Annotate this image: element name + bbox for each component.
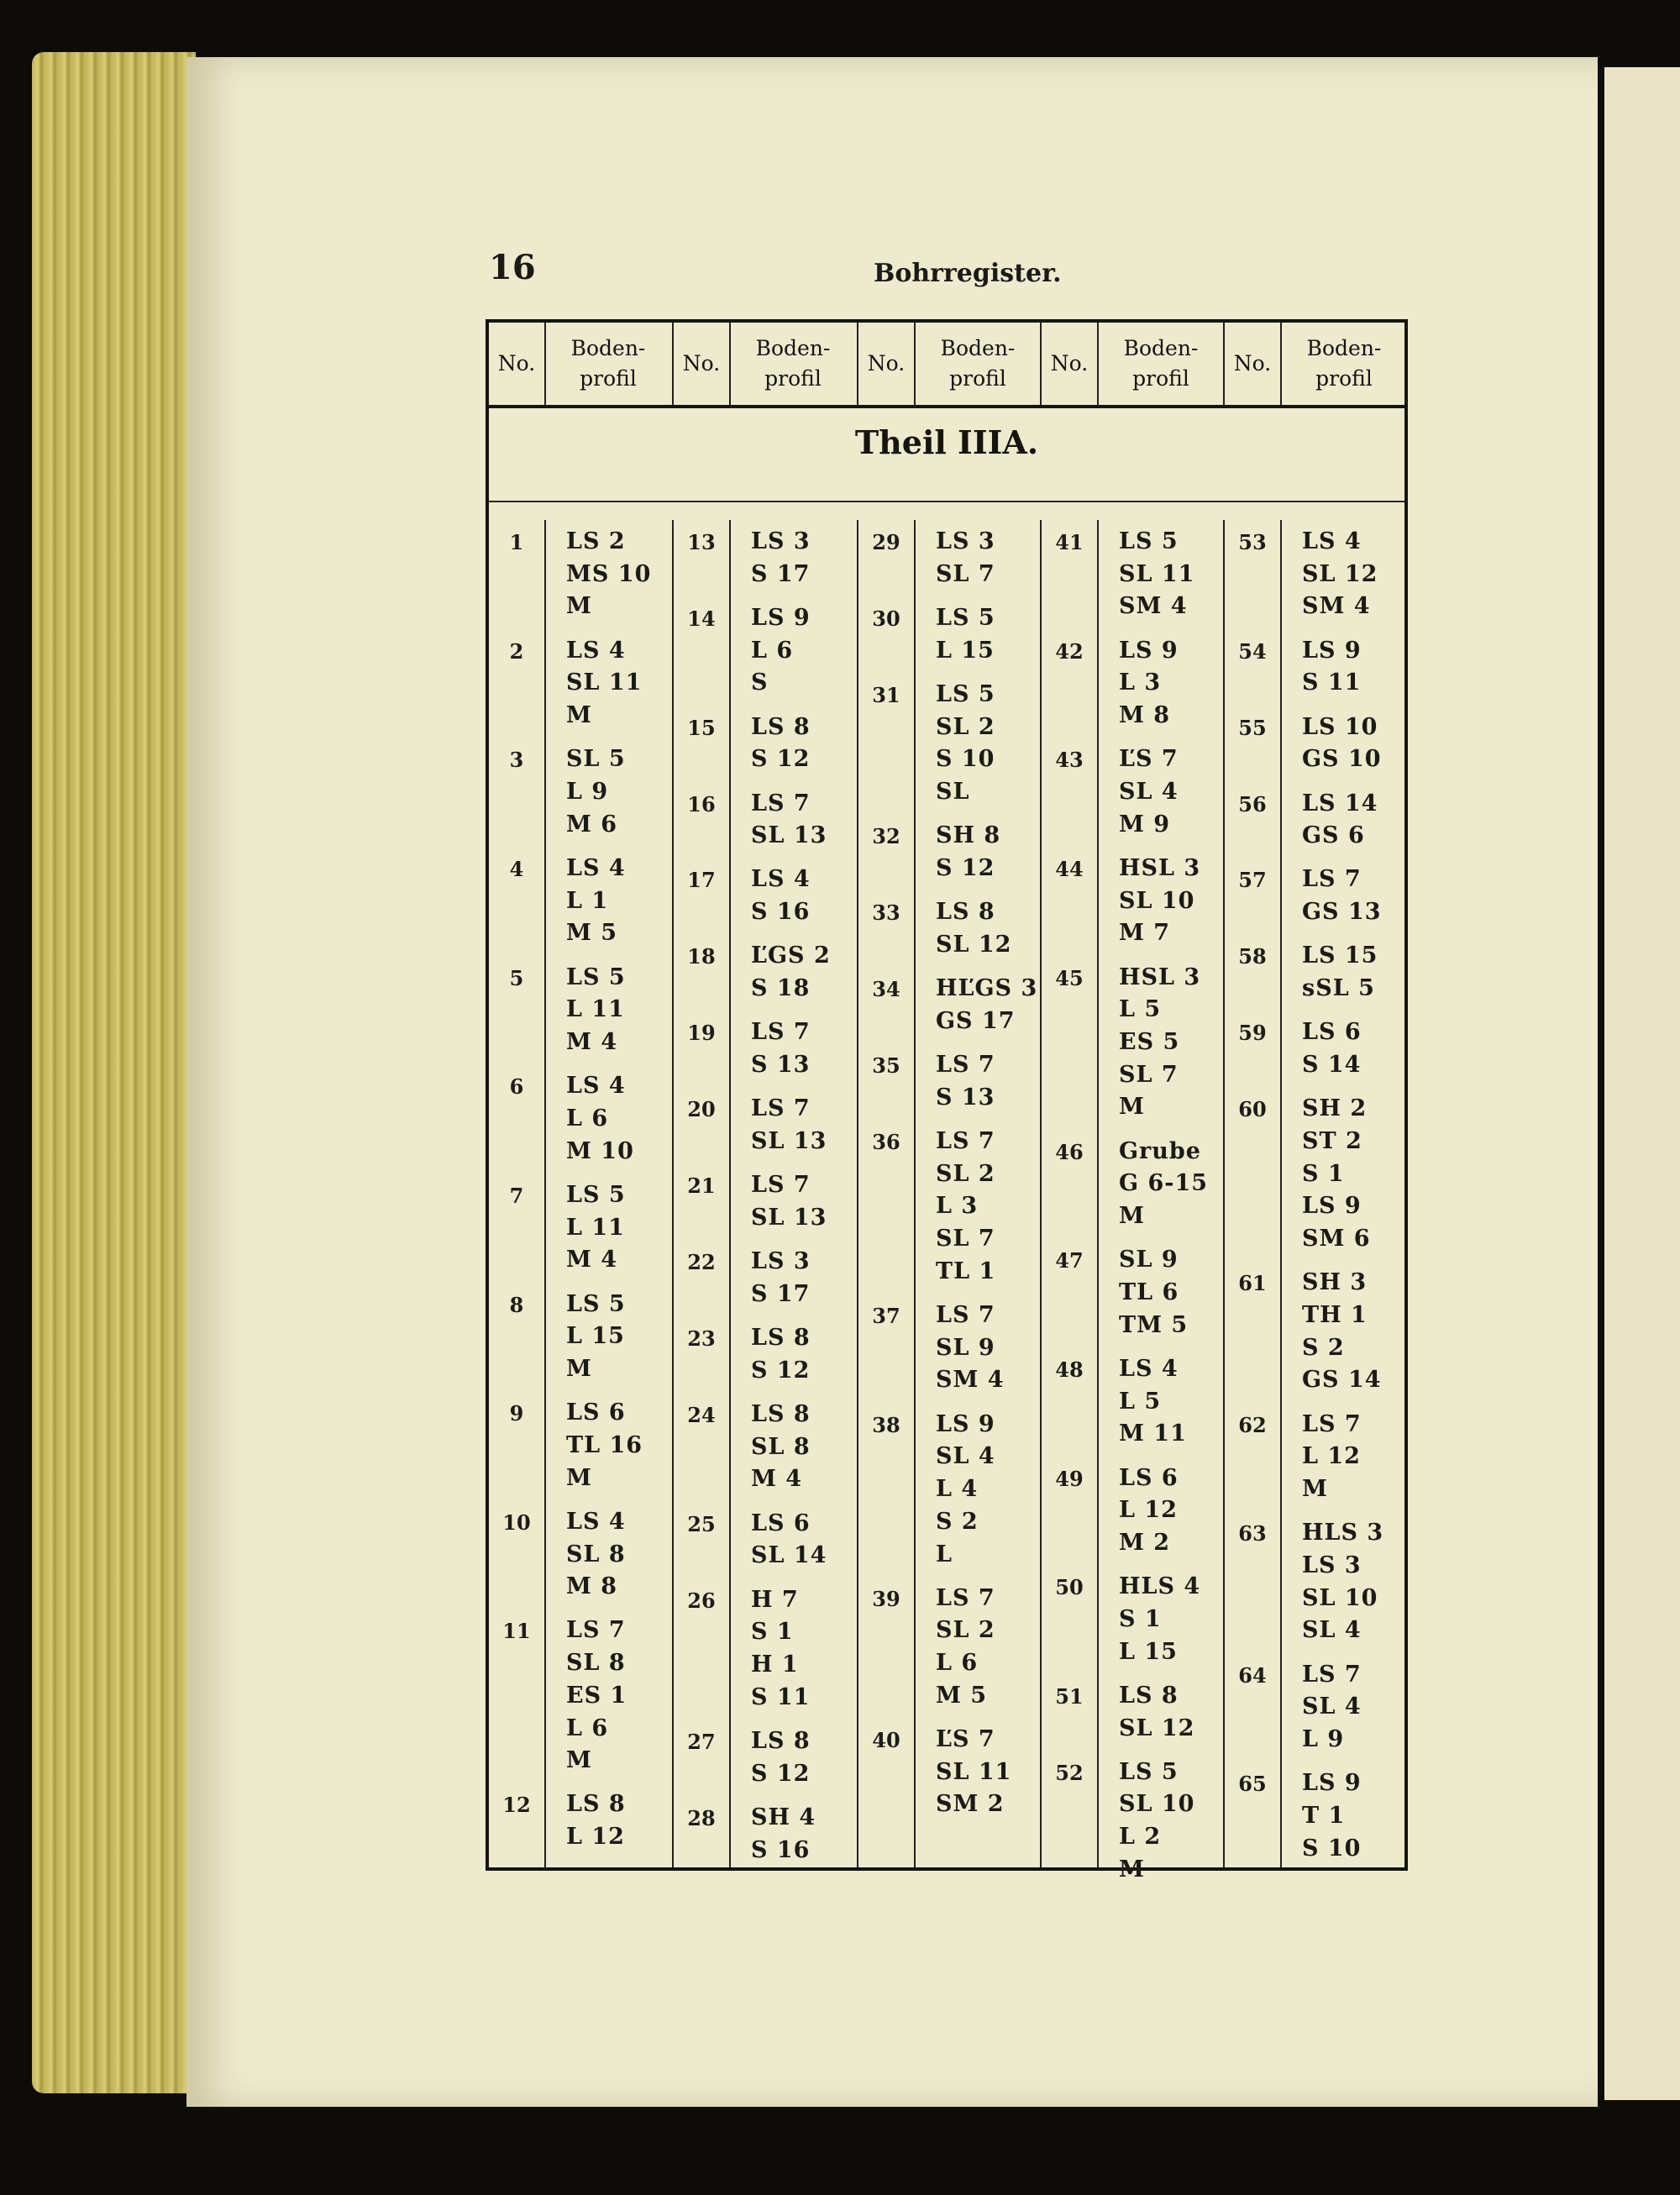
- profile-layer: TH 1: [1302, 1302, 1368, 1329]
- profile-layer: S 11: [751, 1683, 811, 1710]
- boring-number: 47: [1055, 1248, 1084, 1273]
- profile-layer: L 11: [566, 1214, 625, 1241]
- header-bodenprofil: Boden- profil: [1123, 336, 1199, 391]
- column-rule: [857, 520, 858, 1867]
- profile-layer: S 1: [1119, 1605, 1162, 1632]
- profile-layer: L 6: [936, 1650, 979, 1677]
- profile-layer: L 6: [566, 1105, 609, 1132]
- profile-layer: M: [1119, 1203, 1145, 1230]
- page-edges: [32, 52, 196, 2093]
- boring-number: 33: [872, 901, 900, 926]
- profile-layer: LS 4: [566, 1508, 626, 1535]
- profile-layer: M 8: [566, 1573, 618, 1600]
- boring-number: 64: [1238, 1662, 1267, 1688]
- profile-layer: GS 13: [1302, 899, 1382, 926]
- profile-layer: SL 13: [751, 822, 827, 849]
- header-no: No.: [682, 351, 721, 375]
- profile-layer: LS 14: [1302, 790, 1378, 817]
- profile-layer: TL 16: [566, 1431, 643, 1458]
- profile-layer: LS 5: [566, 1290, 626, 1317]
- profile-layer: M 11: [1119, 1420, 1187, 1447]
- profile-layer: G 6-15: [1119, 1170, 1209, 1197]
- boring-number: 8: [509, 1292, 524, 1317]
- profile-layer: HLS 4: [1119, 1573, 1201, 1600]
- boring-number: 63: [1238, 1521, 1267, 1546]
- profile-layer: L 15: [936, 637, 995, 664]
- profile-layer: LS 7: [936, 1302, 995, 1329]
- boring-number: 44: [1055, 856, 1084, 881]
- boring-number: 43: [1055, 748, 1084, 773]
- profile-layer: SL 11: [1119, 560, 1195, 587]
- boring-number: 29: [872, 530, 900, 554]
- profile-layer: H 1: [751, 1652, 799, 1678]
- boring-number: 12: [502, 1793, 531, 1818]
- profile-layer: M: [566, 1464, 592, 1491]
- boring-number: 50: [1055, 1575, 1084, 1600]
- profile-layer: ĽS 7: [936, 1726, 995, 1753]
- boring-number: 24: [687, 1403, 716, 1428]
- profile-layer: LS 7: [1302, 1410, 1362, 1437]
- profile-layer: SL 9: [1119, 1247, 1179, 1273]
- profile-layer: ES 5: [1119, 1028, 1180, 1055]
- profile-layer: S 17: [751, 1280, 811, 1307]
- boring-number: 6: [509, 1074, 524, 1100]
- running-title: Bohrregister.: [874, 259, 1062, 288]
- boring-number: 35: [872, 1053, 900, 1079]
- profile-layer: S 16: [751, 1836, 811, 1863]
- boring-number: 1: [509, 530, 524, 554]
- boring-number: 49: [1055, 1466, 1084, 1491]
- profile-layer: L 4: [936, 1476, 979, 1503]
- profile-layer: LS 5: [566, 964, 626, 990]
- profile-layer: L 5: [1119, 1388, 1162, 1415]
- profile-layer: GS 6: [1302, 822, 1365, 849]
- boring-number: 61: [1238, 1271, 1267, 1296]
- boring-number: 62: [1238, 1412, 1267, 1437]
- boring-number: 16: [687, 791, 716, 817]
- profile-layer: LS 2: [566, 528, 626, 554]
- profile-layer: SL 4: [936, 1443, 995, 1470]
- profile-layer: SL 2: [936, 1160, 995, 1187]
- boring-number: 27: [687, 1730, 716, 1755]
- profile-layer: M: [1119, 1856, 1145, 1883]
- profile-layer: M 4: [751, 1466, 803, 1493]
- profile-layer: S 12: [751, 1357, 811, 1384]
- profile-layer: LS 3: [1302, 1552, 1362, 1579]
- profile-layer: LS 5: [936, 680, 995, 707]
- column-rule: [914, 520, 916, 1867]
- profile-layer: S 13: [936, 1084, 995, 1111]
- column-rule: [544, 520, 546, 1867]
- profile-layer: LS 8: [751, 1325, 811, 1352]
- boring-number: 32: [872, 824, 900, 849]
- profile-layer: GS 14: [1302, 1367, 1382, 1394]
- boring-number: 39: [872, 1586, 900, 1611]
- profile-layer: LS 7: [936, 1052, 995, 1079]
- profile-layer: SL 12: [1302, 560, 1378, 587]
- boring-number: 38: [872, 1412, 900, 1437]
- profile-layer: SL 14: [751, 1542, 827, 1569]
- profile-layer: LS 6: [751, 1510, 811, 1536]
- profile-layer: LS 9: [1302, 637, 1362, 664]
- boring-number: 65: [1238, 1772, 1267, 1797]
- profile-layer: LS 9: [1302, 1770, 1362, 1797]
- profile-layer: SL 10: [1119, 887, 1195, 914]
- boring-number: 4: [509, 856, 524, 881]
- profile-layer: SL 10: [1119, 1791, 1195, 1818]
- profile-layer: LS 15: [1302, 943, 1378, 969]
- profile-layer: LS 8: [751, 1728, 811, 1755]
- profile-layer: SM 4: [1119, 593, 1188, 620]
- profile-layer: L 2: [1119, 1824, 1162, 1851]
- profile-layer: LS 6: [1302, 1019, 1362, 1046]
- profile-layer: L 9: [1302, 1726, 1345, 1753]
- profile-layer: L 3: [936, 1193, 979, 1220]
- boring-number: 42: [1055, 638, 1084, 664]
- profile-layer: M: [1119, 1094, 1145, 1121]
- profile-layer: SL 7: [936, 1226, 995, 1252]
- profile-layer: LS 3: [936, 528, 995, 554]
- profile-layer: GS 17: [936, 1007, 1016, 1034]
- boring-number: 7: [509, 1183, 524, 1208]
- header-no: No.: [1050, 351, 1089, 375]
- profile-layer: TL 1: [936, 1258, 996, 1284]
- profile-layer: LS 10: [1302, 713, 1378, 740]
- profile-layer: M 2: [1119, 1529, 1171, 1556]
- boring-number: 53: [1238, 530, 1267, 554]
- profile-layer: LS 7: [751, 1172, 811, 1199]
- profile-layer: LS 7: [1302, 1661, 1362, 1688]
- boring-number: 15: [687, 715, 716, 740]
- boring-number: 11: [502, 1619, 531, 1644]
- boring-number: 36: [872, 1130, 900, 1154]
- profile-layer: LS 4: [566, 854, 626, 881]
- boring-number: 59: [1238, 1021, 1267, 1046]
- profile-layer: ES 1: [566, 1682, 627, 1709]
- profile-layer: Grube: [1119, 1137, 1201, 1164]
- profile-layer: SH 3: [1302, 1269, 1368, 1296]
- profile-layer: TL 6: [1119, 1279, 1179, 1305]
- profile-layer: LS 7: [566, 1617, 626, 1644]
- profile-layer: S 2: [1302, 1334, 1345, 1361]
- column-rule: [1280, 520, 1282, 1867]
- profile-layer: LS 8: [1119, 1682, 1179, 1709]
- section-rule: [489, 501, 1404, 502]
- profile-layer: S 10: [1302, 1835, 1362, 1862]
- profile-layer: SL 5: [566, 746, 626, 773]
- profile-layer: TM 5: [1119, 1311, 1189, 1338]
- boring-number: 41: [1055, 530, 1084, 554]
- boring-number: 2: [509, 638, 524, 664]
- boring-number: 18: [687, 944, 716, 969]
- header-no: No.: [867, 351, 906, 375]
- profile-layer: L 1: [566, 887, 609, 914]
- boring-number: 46: [1055, 1139, 1084, 1164]
- profile-layer: LS 4: [751, 866, 811, 893]
- boring-number: 55: [1238, 715, 1267, 740]
- profile-layer: L 6: [751, 637, 794, 664]
- boring-number: 10: [502, 1510, 531, 1535]
- boring-number: 22: [687, 1250, 716, 1275]
- profile-layer: LS 4: [566, 637, 626, 664]
- profile-layer: LS 8: [566, 1791, 626, 1818]
- page-number: 16: [489, 248, 536, 287]
- profile-layer: LS 8: [936, 899, 995, 926]
- boring-number: 19: [687, 1021, 716, 1046]
- profile-layer: SL 8: [751, 1433, 811, 1460]
- boring-number: 56: [1238, 791, 1267, 817]
- profile-layer: L 15: [566, 1323, 625, 1350]
- profile-layer: S 12: [751, 746, 811, 773]
- profile-layer: M: [566, 593, 592, 620]
- profile-layer: H 7: [751, 1586, 799, 1613]
- profile-layer: ĽGS 2: [751, 943, 831, 969]
- boring-number: 45: [1055, 965, 1084, 990]
- profile-layer: S 1: [751, 1619, 794, 1646]
- profile-layer: M 6: [566, 811, 618, 838]
- facing-page-edge: [1604, 67, 1680, 2100]
- profile-layer: LS 8: [751, 713, 811, 740]
- profile-layer: SL 7: [936, 560, 995, 587]
- profile-layer: LS 9: [1119, 637, 1179, 664]
- boring-number: 26: [687, 1588, 716, 1613]
- boring-number: 57: [1238, 868, 1267, 893]
- profile-layer: LS 5: [936, 604, 995, 631]
- boring-number: 34: [872, 977, 900, 1002]
- profile-layer: LS 5: [1119, 528, 1179, 554]
- profile-layer: T 1: [1302, 1803, 1346, 1830]
- header-bodenprofil: Boden- profil: [755, 336, 831, 391]
- profile-layer: MS 10: [566, 560, 652, 587]
- boring-number: 20: [687, 1097, 716, 1122]
- boring-number: 9: [509, 1401, 524, 1426]
- profile-layer: M: [566, 1355, 592, 1382]
- borehole-register-table: [486, 319, 1408, 1883]
- profile-layer: SL 4: [1119, 778, 1179, 805]
- boring-number: 3: [509, 748, 524, 773]
- boring-number: 25: [687, 1511, 716, 1536]
- profile-layer: LS 6: [1119, 1464, 1179, 1491]
- column-rule: [1097, 520, 1099, 1867]
- boring-number: 28: [687, 1805, 716, 1830]
- profile-layer: SL 2: [936, 713, 995, 740]
- profile-layer: LS 7: [1302, 866, 1362, 893]
- profile-layer: LS 9: [1302, 1193, 1362, 1220]
- profile-layer: LS 4: [1119, 1355, 1179, 1382]
- boring-number: 14: [687, 606, 716, 631]
- profile-layer: SH 4: [751, 1804, 816, 1830]
- boring-number: 5: [509, 965, 524, 990]
- boring-number: 17: [687, 868, 716, 893]
- profile-layer: LS 5: [1119, 1758, 1179, 1785]
- boring-number: 52: [1055, 1760, 1084, 1785]
- profile-layer: ĽS 7: [1119, 746, 1179, 773]
- profile-layer: S 2: [936, 1508, 979, 1535]
- profile-layer: S 14: [1302, 1052, 1362, 1079]
- profile-layer: S 16: [751, 899, 811, 926]
- profile-layer: M 7: [1119, 920, 1171, 947]
- profile-layer: SM 4: [936, 1367, 1005, 1394]
- profile-layer: S 17: [751, 560, 811, 587]
- profile-layer: SL 8: [566, 1541, 626, 1567]
- profile-layer: SH 8: [936, 822, 1001, 849]
- header-no: No.: [497, 351, 536, 375]
- profile-layer: M 8: [1119, 702, 1171, 729]
- profile-layer: SM 2: [936, 1791, 1005, 1818]
- profile-layer: S: [751, 670, 769, 696]
- profile-layer: M 9: [1119, 811, 1171, 838]
- profile-layer: SM 6: [1302, 1226, 1371, 1252]
- header-bodenprofil: Boden- profil: [570, 336, 646, 391]
- boring-number: 31: [872, 682, 900, 707]
- profile-layer: L 11: [566, 996, 625, 1023]
- profile-layer: LS 6: [566, 1399, 626, 1426]
- profile-layer: LS 3: [751, 528, 811, 554]
- boring-number: 48: [1055, 1357, 1084, 1382]
- profile-layer: HSL 3: [1119, 854, 1201, 881]
- profile-layer: S 12: [751, 1760, 811, 1787]
- profile-layer: SL 13: [751, 1128, 827, 1154]
- profile-layer: L 12: [566, 1824, 625, 1851]
- boring-number: 54: [1238, 638, 1267, 664]
- profile-layer: M: [566, 1747, 592, 1774]
- profile-layer: LS 3: [751, 1248, 811, 1275]
- profile-layer: S 18: [751, 975, 811, 1002]
- profile-layer: LS 7: [751, 1095, 811, 1122]
- profile-layer: L 5: [1119, 996, 1162, 1023]
- boring-number: 51: [1055, 1683, 1084, 1709]
- boring-number: 58: [1238, 944, 1267, 969]
- profile-layer: HSL 3: [1119, 964, 1201, 990]
- profile-layer: L 12: [1119, 1497, 1178, 1524]
- profile-layer: LS 5: [566, 1181, 626, 1208]
- profile-layer: GS 10: [1302, 746, 1382, 773]
- profile-layer: SL 13: [751, 1204, 827, 1231]
- profile-layer: LS 4: [566, 1073, 626, 1100]
- profile-layer: L: [936, 1541, 953, 1567]
- header-bodenprofil: Boden- profil: [1306, 336, 1382, 391]
- profile-layer: M 10: [566, 1137, 634, 1164]
- profile-layer: SL: [936, 778, 970, 805]
- boring-number: 37: [872, 1304, 900, 1329]
- profile-layer: SL 2: [936, 1617, 995, 1644]
- profile-layer: M 4: [566, 1247, 618, 1273]
- profile-layer: SL 11: [936, 1758, 1012, 1785]
- profile-layer: LS 7: [751, 790, 811, 817]
- profile-layer: SL 9: [936, 1334, 995, 1361]
- boring-number: 21: [687, 1174, 716, 1199]
- boring-number: 40: [872, 1728, 900, 1753]
- profile-layer: LS 7: [751, 1019, 811, 1046]
- profile-layer: LS 8: [751, 1401, 811, 1428]
- profile-layer: SL 12: [936, 931, 1012, 958]
- profile-layer: M 4: [566, 1028, 618, 1055]
- profile-layer: S 12: [936, 854, 995, 881]
- profile-layer: SL 12: [1119, 1715, 1195, 1741]
- column-rule: [729, 520, 731, 1867]
- boring-number: 23: [687, 1326, 716, 1352]
- boring-number: 13: [687, 530, 716, 554]
- profile-layer: sSL 5: [1302, 975, 1375, 1002]
- profile-layer: S 10: [936, 746, 995, 773]
- section-title: Theil IIIA.: [854, 423, 1039, 461]
- profile-layer: SL 11: [566, 670, 643, 696]
- profile-layer: L 12: [1302, 1443, 1361, 1470]
- profile-layer: L 6: [566, 1715, 609, 1741]
- profile-layer: SM 4: [1302, 593, 1371, 620]
- profile-layer: L 9: [566, 778, 609, 805]
- profile-layer: ST 2: [1302, 1128, 1362, 1154]
- profile-layer: LS 7: [936, 1128, 995, 1154]
- header-no: No.: [1233, 351, 1272, 375]
- profile-layer: LS 4: [1302, 528, 1362, 554]
- profile-layer: SL 10: [1302, 1584, 1378, 1611]
- boring-number: 30: [872, 606, 900, 631]
- profile-layer: M 5: [936, 1682, 988, 1709]
- column-rule: [1040, 520, 1042, 1867]
- profile-layer: L 3: [1119, 670, 1162, 696]
- profile-layer: HĽGS 3: [936, 975, 1038, 1002]
- profile-layer: SL 4: [1302, 1694, 1362, 1720]
- profile-layer: S 13: [751, 1052, 811, 1079]
- profile-layer: SL 7: [1119, 1061, 1179, 1088]
- profile-layer: SH 2: [1302, 1095, 1368, 1122]
- profile-layer: M: [1302, 1476, 1328, 1503]
- profile-layer: L 15: [1119, 1638, 1178, 1665]
- profile-layer: S 1: [1302, 1160, 1345, 1187]
- profile-layer: SL 4: [1302, 1617, 1362, 1644]
- profile-layer: S 11: [1302, 670, 1362, 696]
- header-bodenprofil: Boden- profil: [940, 336, 1016, 391]
- profile-layer: M 5: [566, 920, 618, 947]
- profile-layer: LS 9: [751, 604, 811, 631]
- profile-layer: SL 8: [566, 1650, 626, 1677]
- boring-number: 60: [1238, 1097, 1267, 1122]
- profile-layer: LS 7: [936, 1584, 995, 1611]
- profile-layer: LS 9: [936, 1410, 995, 1437]
- profile-layer: M: [566, 702, 592, 729]
- profile-layer: HLS 3: [1302, 1520, 1384, 1546]
